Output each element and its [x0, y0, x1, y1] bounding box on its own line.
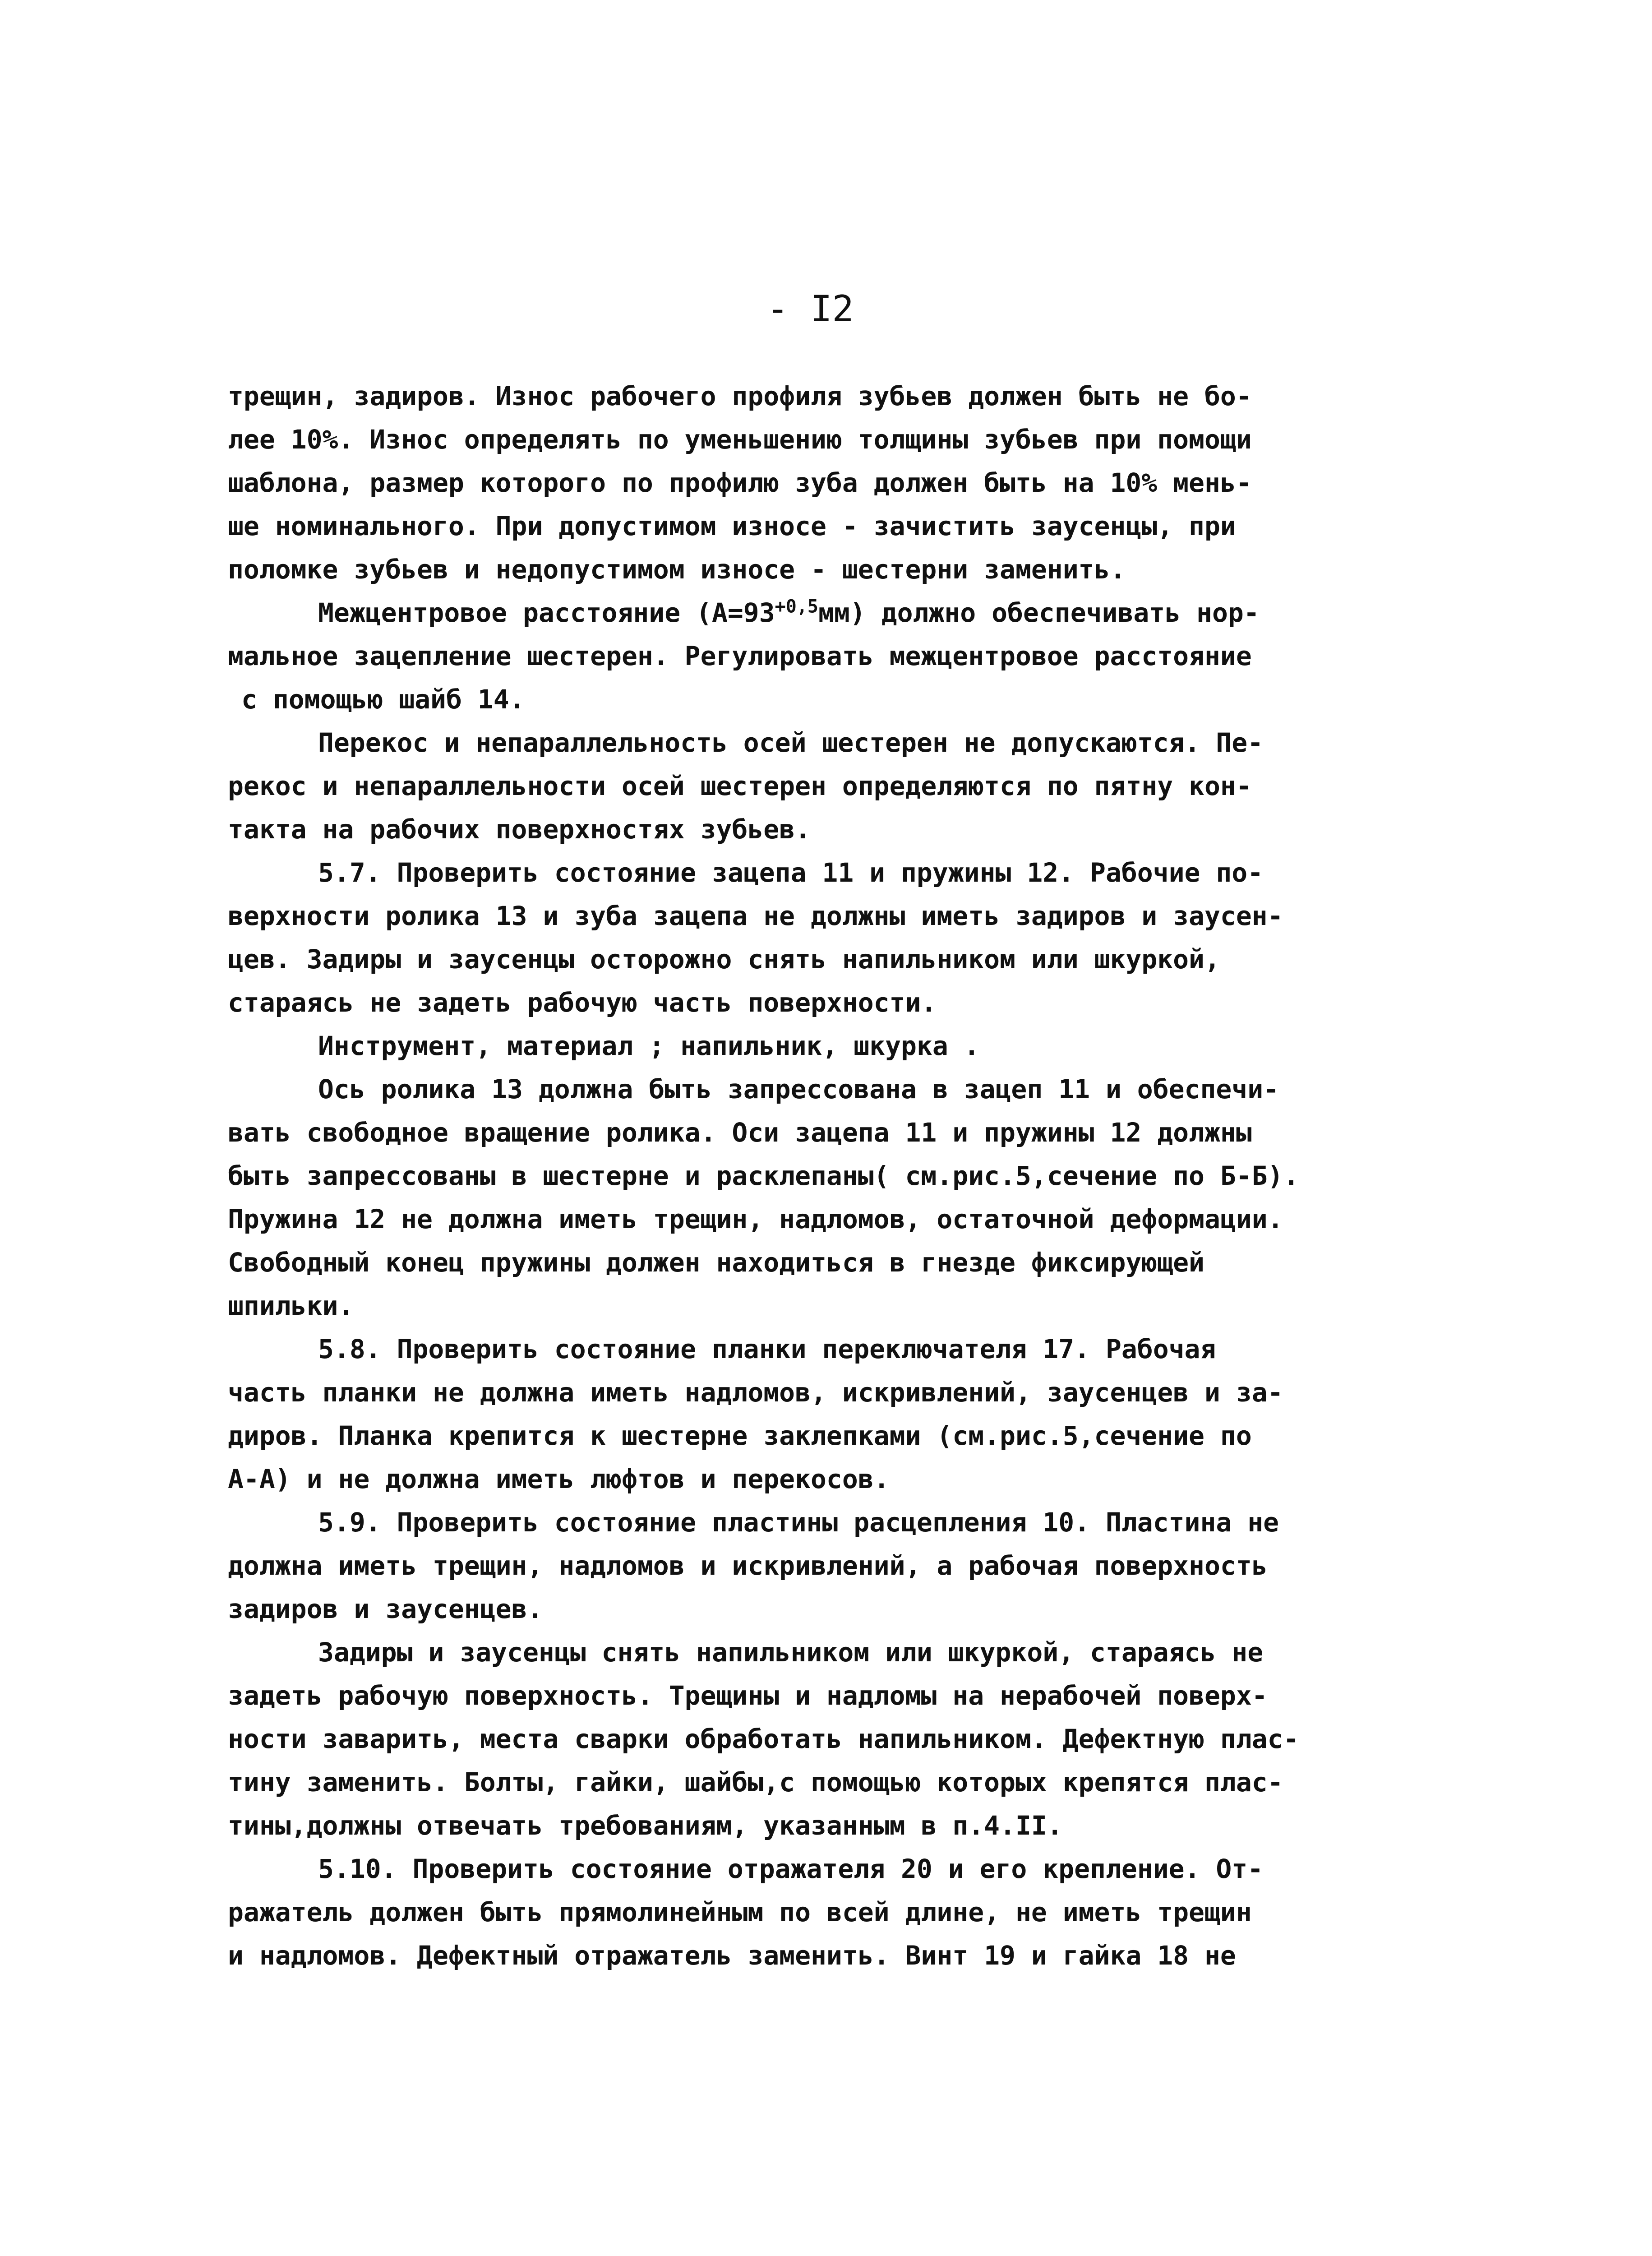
text-line: Ось ролика 13 должна быть запрессована в зацеп 11 и обеспечи- [318, 1074, 1279, 1105]
text-line: цев. Задиры и заусенцы осторожно снять напильником или шкуркой, [228, 944, 1220, 975]
text-line: лее 10%. Износ определять по уменьшению толщины зубьев при помощи [228, 424, 1252, 455]
text-fragment: мм) должно обеспечивать нор- [818, 597, 1260, 628]
text-line: с помощью шайб 14. [241, 684, 525, 715]
text-line: ше номинального. При допустимом износе - зачистить заусенцы, при [228, 511, 1236, 541]
text-line [228, 591, 1446, 634]
text-line: Инструмент, материал ; напильник, шкурка . [318, 1031, 980, 1061]
text-line: 5.10. Проверить состояние отражателя 20 и его крепление. От- [318, 1854, 1264, 1884]
text-line: должна иметь трещин, надломов и искривлений, а рабочая поверхность [228, 1550, 1268, 1581]
text-line: мальное зацепление шестерен. Регулировать межцентровое расстояние [228, 641, 1252, 671]
text-line: диров. Планка крепится к шестерне заклепками (см.рис.5,сечение по [228, 1420, 1252, 1451]
text-line: 5.9. Проверить состояние пластины расцепления 10. Пластина не [318, 1507, 1279, 1538]
text-line: ражатель должен быть прямолинейным по всей длине, не иметь трещин [228, 1897, 1252, 1928]
text-line: Перекос и непараллельность осей шестерен не допускаются. Пе- [318, 727, 1264, 758]
text-line: задеть рабочую поверхность. Трещины и надломы на нерабочей поверх- [228, 1680, 1268, 1711]
text-fragment: Межцентровое расстояние (А=93 [318, 597, 775, 628]
text-line: 5.8. Проверить состояние планки переключателя 17. Рабочая [318, 1334, 1216, 1364]
text-line: шпильки. [228, 1290, 354, 1321]
text-line: такта на рабочих поверхностях зубьев. [228, 814, 811, 845]
text-line: Задиры и заусенцы снять напильником или шкуркой, стараясь не [318, 1637, 1264, 1668]
text-line: шаблона, размер которого по профилю зуба должен быть на 10% мень- [228, 467, 1252, 498]
text-line: задиров и заусенцев. [228, 1594, 543, 1624]
text-line: часть планки не должна иметь надломов, искривлений, заусенцев и за- [228, 1377, 1283, 1408]
text-line: 5.7. Проверить состояние зацепа 11 и пружины 12. Рабочие по- [318, 857, 1264, 888]
text-line: рекос и непараллельности осей шестерен определяются по пятну кон- [228, 771, 1252, 801]
text-line: тину заменить. Болты, гайки, шайбы,с помощью которых крепятся плас- [228, 1767, 1283, 1798]
text-line: стараясь не задеть рабочую часть поверхности. [228, 987, 937, 1018]
text-line: быть запрессованы в шестерне и расклепаны( см.рис.5,сечение по Б-Б). [228, 1160, 1299, 1191]
page-number: - I2 [767, 288, 854, 330]
text-line: вать свободное вращение ролика. Оси зацепа 11 и пружины 12 должны [228, 1117, 1252, 1148]
text-line: тины,должны отвечать требованиям, указанным в п.4.II. [228, 1810, 1063, 1841]
text-line: А-А) и не должна иметь люфтов и перекосов. [228, 1464, 890, 1494]
text-line: Свободный конец пружины должен находиться в гнезде фиксирующей [228, 1247, 1204, 1278]
text-line: трещин, задиров. Износ рабочего профиля зубьев должен быть не бо- [228, 381, 1252, 411]
text-line: Пружина 12 не должна иметь трещин, надломов, остаточной деформации. [228, 1204, 1283, 1234]
text-line: ности заварить, места сварки обработать напильником. Дефектную плас- [228, 1724, 1299, 1754]
text-line: и надломов. Дефектный отражатель заменить. Винт 19 и гайка 18 не [228, 1940, 1236, 1971]
text-line: верхности ролика 13 и зуба зацепа не должны иметь задиров и заусен- [228, 901, 1283, 931]
body-text [228, 374, 1446, 1977]
text-line: поломке зубьев и недопустимом износе - шестерни заменить. [228, 554, 1126, 585]
superscript-tolerance: +0,5 [775, 596, 818, 617]
